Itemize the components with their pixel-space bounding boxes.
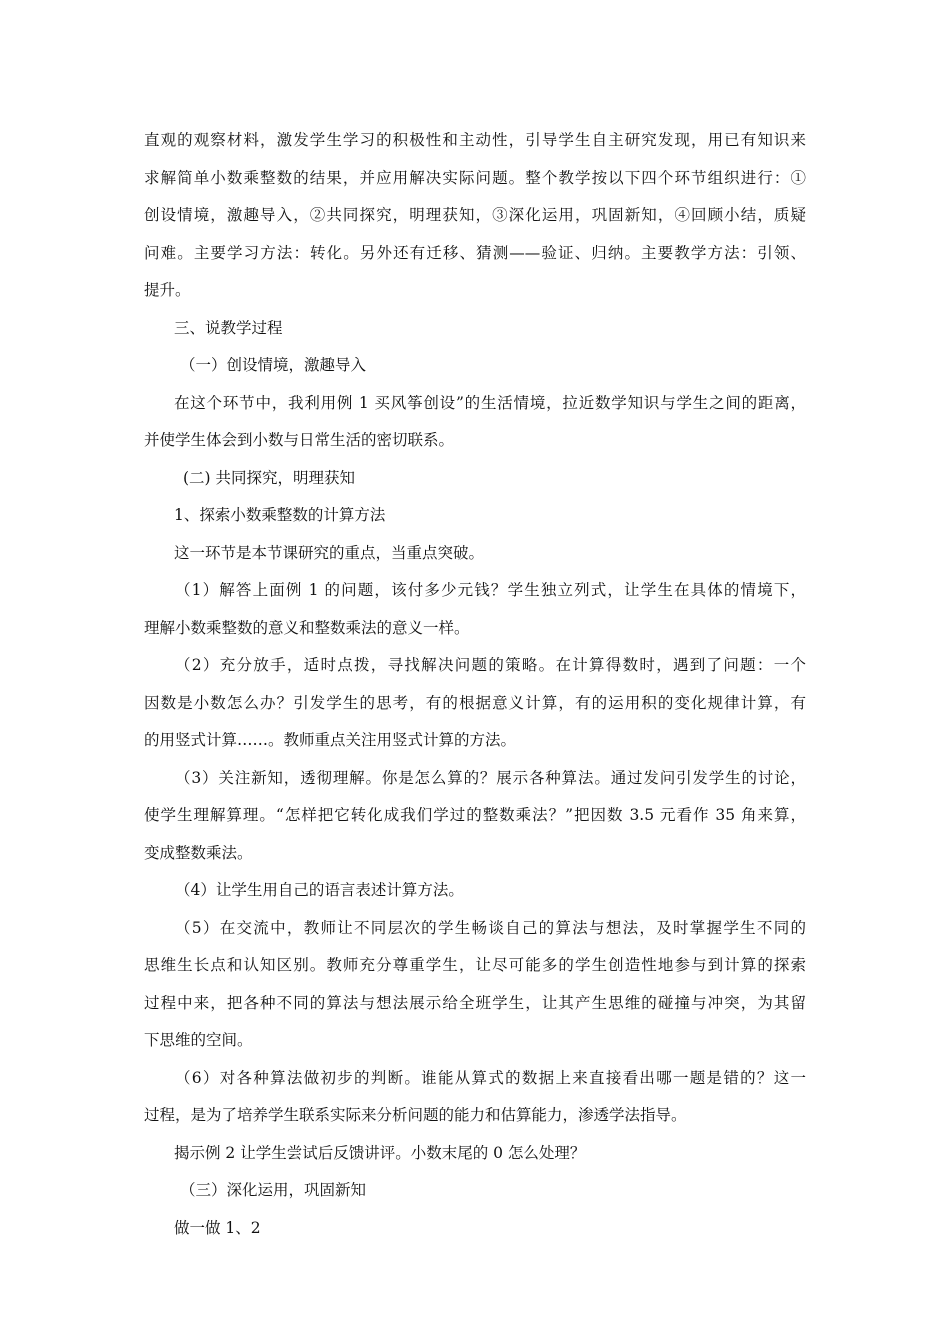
paragraph-line: 因数是小数怎么办？引发学生的思考，有的根据意义计算，有的运用积的变化规律计算，有 bbox=[144, 693, 806, 712]
paragraph-line: 过程中来，把各种不同的算法与想法展示给全班学生，让其产生思维的碰撞与冲突，为其留 bbox=[144, 993, 806, 1012]
paragraph-line: 过程，是为了培养学生联系实际来分析问题的能力和估算能力，渗透学法指导。 bbox=[144, 1106, 687, 1124]
item-heading: 1、探索小数乘整数的计算方法 bbox=[174, 506, 386, 524]
paragraph-line: 理解小数乘整数的意义和整数乘法的意义一样。 bbox=[144, 618, 470, 637]
paragraph-line: 并使学生体会到小数与日常生活的密切联系。 bbox=[144, 431, 455, 449]
paragraph-line: 这一环节是本节课研究的重点，当重点突破。 bbox=[174, 543, 485, 562]
section-heading: 三、说教学过程 bbox=[174, 318, 283, 337]
paragraph-line: 变成整数乘法。 bbox=[144, 843, 253, 862]
paragraph-line: 直观的观察材料，激发学生学习的积极性和主动性，引导学生自主研究发现，用已有知识来 bbox=[144, 131, 806, 149]
subsection-heading: (二) 共同探究，明理获知 bbox=[183, 468, 356, 487]
paragraph-line: 问难。主要学习方法：转化。另外还有迁移、猜测——验证、归纳。主要教学方法：引领、 bbox=[144, 243, 806, 262]
paragraph-line: 思维生长点和认知区别。教师充分尊重学生，让尽可能多的学生创造性地参与到计算的探索 bbox=[144, 956, 806, 974]
paragraph-line: （4）让学生用自己的语言表述计算方法。 bbox=[175, 881, 464, 899]
paragraph-line: 使学生理解算理。“怎样把它转化成我们学过的整数乘法？”把因数 3.5 元看作 35 角来算， bbox=[144, 806, 806, 824]
paragraph-line: 做一做 1、2 bbox=[174, 1218, 261, 1237]
subsection-heading: （一）创设情境，激趣导入 bbox=[180, 356, 367, 374]
paragraph-line: 求解简单小数乘整数的结果，并应用解决实际问题。整个教学按以下四个环节组织进行：① bbox=[144, 168, 806, 187]
paragraph-line: （6）对各种算法做初步的判断。谁能从算式的数据上来直接看出哪一题是错的？这一 bbox=[175, 1068, 806, 1087]
subsection-heading: （三）深化运用，巩固新知 bbox=[180, 1181, 367, 1199]
paragraph-line: 的用竖式计算……。教师重点关注用竖式计算的方法。 bbox=[144, 731, 517, 749]
paragraph-line: （2）充分放手，适时点拨，寻找解决问题的策略。在计算得数时，遇到了问题：一个 bbox=[175, 656, 806, 674]
paragraph-line: （1）解答上面例 1 的问题，该付多少元钱？学生独立列式，让学生在具体的情境下， bbox=[175, 581, 806, 599]
paragraph-line: 下思维的空间。 bbox=[144, 1031, 253, 1049]
paragraph-line: （3）关注新知，透彻理解。你是怎么算的？展示各种算法。通过发问引发学生的讨论， bbox=[175, 768, 806, 787]
paragraph-line: （5）在交流中，教师让不同层次的学生畅谈自己的算法与想法，及时掌握学生不同的 bbox=[175, 918, 806, 937]
document-body bbox=[144, 122, 806, 1247]
paragraph-line: 创设情境，激趣导入，②共同探究，明理获知，③深化运用，巩固新知，④回顾小结，质疑 bbox=[144, 206, 806, 224]
paragraph-line: 揭示例 2 让学生尝试后反馈讲评。小数末尾的 0 怎么处理？ bbox=[174, 1143, 586, 1162]
paragraph-line: 提升。 bbox=[144, 281, 191, 299]
paragraph-line: 在这个环节中，我利用例 1 买风筝创设”的生活情境，拉近数学知识与学生之间的距离， bbox=[174, 393, 806, 412]
